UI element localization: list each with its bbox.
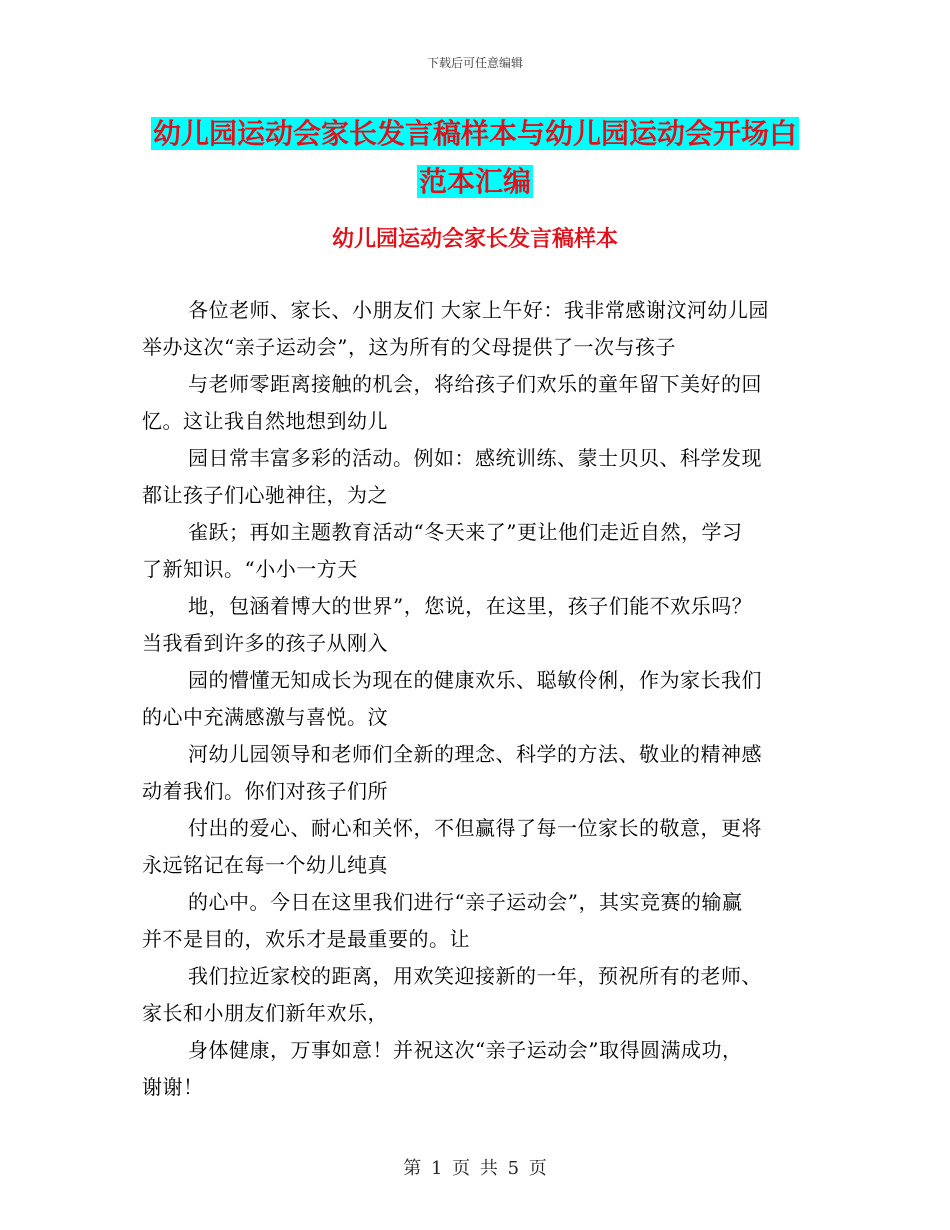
paragraph: 的心中。今日在这里我们进行“亲子运动会”，其实竞赛的输赢 并不是目的，欢乐才是最重要的。让 bbox=[142, 890, 743, 951]
page-footer: 第 1 页 共 5 页 bbox=[403, 1158, 547, 1179]
paragraph: 我们拉近家校的距离，用欢笑迎接新的一年，预祝所有的老师、 家长和小朋友们新年欢乐， bbox=[142, 964, 762, 1025]
page-header: 下载后可任意编辑 bbox=[426, 56, 523, 70]
paragraph: 付出的爱心、耐心和关怀，不但赢得了每一位家长的敬意，更将 永远铭记在每一个幼儿纯真 bbox=[142, 816, 762, 877]
paragraph: 各位老师、家长、小朋友们 大家上午好：我非常感谢汶河幼儿园 举办这次“亲子运动会”，这为所有的父母提供了一次与孩子 bbox=[142, 298, 769, 359]
paragraph: 河幼儿园领导和老师们全新的理念、科学的方法、敬业的精神感 动着我们。你们对孩子们所 bbox=[142, 742, 762, 803]
paragraph: 雀跃；再如主题教育活动“冬天来了”更让他们走近自然，学习 了新知识。“小小一方天 bbox=[142, 520, 743, 581]
paragraph: 园的懵懂无知成长为现在的健康欢乐、聪敏伶俐，作为家长我们 的心中充满感激与喜悦。汶 bbox=[142, 668, 762, 729]
paragraph: 地，包涵着博大的世界”，您说，在这里，孩子们能不欢乐吗？ 当我看到许多的孩子从刚入 bbox=[142, 594, 753, 655]
document-title-line-2: 范本汇编 bbox=[418, 165, 531, 198]
paragraph: 与老师零距离接触的机会，将给孩子们欢乐的童年留下美好的回 忆。这让我自然地想到幼儿 bbox=[142, 372, 762, 433]
paragraph: 园日常丰富多彩的活动。例如：感统训练、蒙士贝贝、科学发现 都让孩子们心驰神往，为之 bbox=[142, 446, 762, 507]
document-title-line-1: 幼儿园运动会家长发言稿样本与幼儿园运动会开场白 bbox=[152, 117, 797, 150]
section-title: 幼儿园运动会家长发言稿样本 bbox=[331, 227, 618, 252]
paragraph: 身体健康，万事如意！并祝这次“亲子运动会”取得圆满成功， 谢谢！ bbox=[142, 1038, 743, 1099]
document-title bbox=[0, 110, 950, 206]
document-body bbox=[142, 292, 807, 1106]
